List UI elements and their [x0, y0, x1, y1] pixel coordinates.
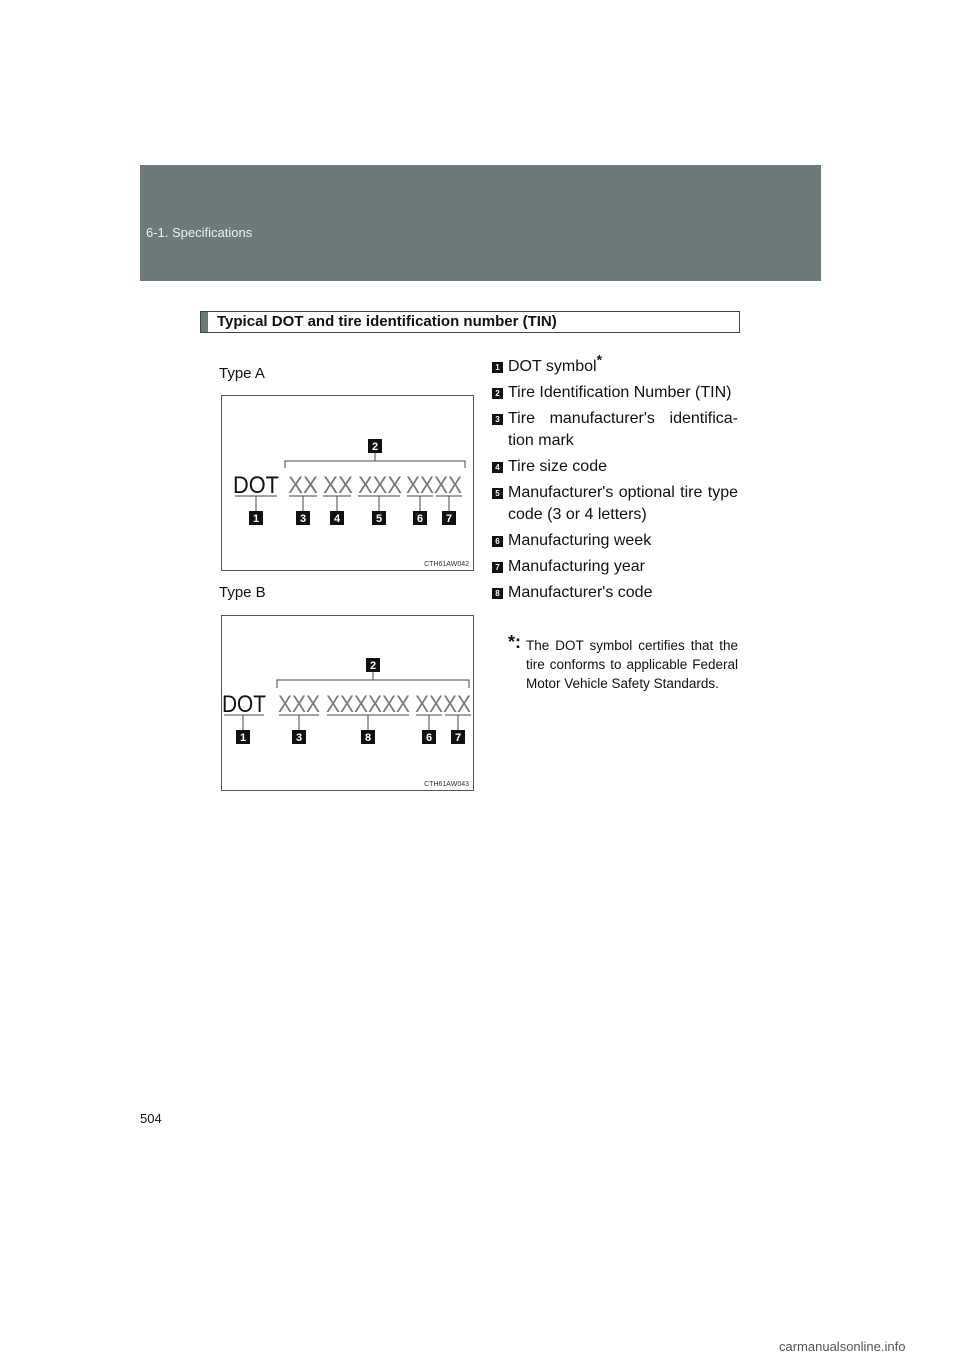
watermark[interactable]: carmanualsonline.info: [779, 1339, 906, 1354]
list-item: [490, 482, 738, 526]
item-text: DOT symbol: [508, 358, 597, 375]
section-title-bar: [200, 311, 740, 333]
badge-1-label: 1: [252, 513, 260, 525]
type-b-label: Type B: [219, 584, 266, 601]
tin-group-2: XXXXXX: [326, 691, 410, 718]
item-badge: 2: [492, 388, 503, 399]
tin-group-4: XXXX: [406, 472, 462, 499]
footnote-text: The DOT symbol certifies that the tire conforms to applicable Federal Motor Vehicle Safety Standards.: [526, 638, 738, 691]
item-text: Tire Identification Number (TIN): [508, 384, 732, 401]
item-badge: 3: [492, 414, 503, 425]
footnote: [508, 632, 738, 693]
item-text: Manufacturing week: [508, 532, 652, 549]
badge-7-label: 7: [445, 513, 453, 525]
header-band: [140, 165, 821, 281]
item-badge: 6: [492, 536, 503, 547]
badge-6-label: 6: [425, 732, 433, 744]
list-item: [490, 456, 738, 478]
item-text: Manufacturer's optional tire type code (3 or 4 letters): [508, 484, 738, 523]
badge-3-label: 3: [295, 732, 303, 744]
type-b-diagram: [221, 615, 474, 791]
item-text: Tire size code: [508, 458, 607, 475]
figure-code: CTH61AW042: [424, 561, 469, 568]
badge-3-label: 3: [299, 513, 307, 525]
item-badge: 7: [492, 562, 503, 573]
item-badge: 1: [492, 362, 503, 373]
badge-4-label: 4: [333, 513, 341, 525]
badge-2-label: 2: [369, 660, 377, 672]
section-title: Typical DOT and tire identification number (TIN): [217, 313, 557, 330]
item-text: Manufacturing year: [508, 558, 645, 575]
page-number: 504: [140, 1111, 162, 1126]
tin-group-1: XX: [288, 472, 318, 499]
list-item: [490, 556, 738, 578]
badge-7-label: 7: [454, 732, 462, 744]
tin-group-1: XXX: [278, 691, 320, 718]
tin-group-3: XXXX: [415, 691, 471, 718]
dot-symbol: DOT: [233, 472, 280, 499]
item-badge: 5: [492, 488, 503, 499]
list-item: [490, 351, 738, 378]
badge-6-label: 6: [416, 513, 424, 525]
list-item: [490, 382, 738, 404]
badge-8-label: 8: [364, 732, 372, 744]
footnote-marker: *: [596, 351, 603, 368]
list-item: [490, 408, 738, 452]
figure-code: CTH61AW043: [424, 781, 469, 788]
item-text: Manufacturer's code: [508, 584, 653, 601]
tin-group-3: XXX: [358, 472, 402, 499]
item-badge: 4: [492, 462, 503, 473]
type-a-diagram: [221, 395, 474, 571]
tin-group-2: XX: [323, 472, 353, 499]
dot-symbol: DOT: [222, 691, 267, 718]
badge-1-label: 1: [239, 732, 247, 744]
item-badge: 8: [492, 588, 503, 599]
title-accent: [201, 312, 208, 332]
badge-2-label: 2: [371, 441, 379, 453]
section-label: 6-1. Specifications: [146, 225, 253, 240]
footnote-star: *:: [508, 632, 521, 652]
type-a-label: Type A: [219, 365, 265, 382]
list-item: [490, 582, 738, 604]
legend-list: [490, 351, 738, 608]
badge-5-label: 5: [375, 513, 383, 525]
list-item: [490, 530, 738, 552]
item-text: Tire manufacturer's identifica-tion mark: [508, 410, 738, 449]
